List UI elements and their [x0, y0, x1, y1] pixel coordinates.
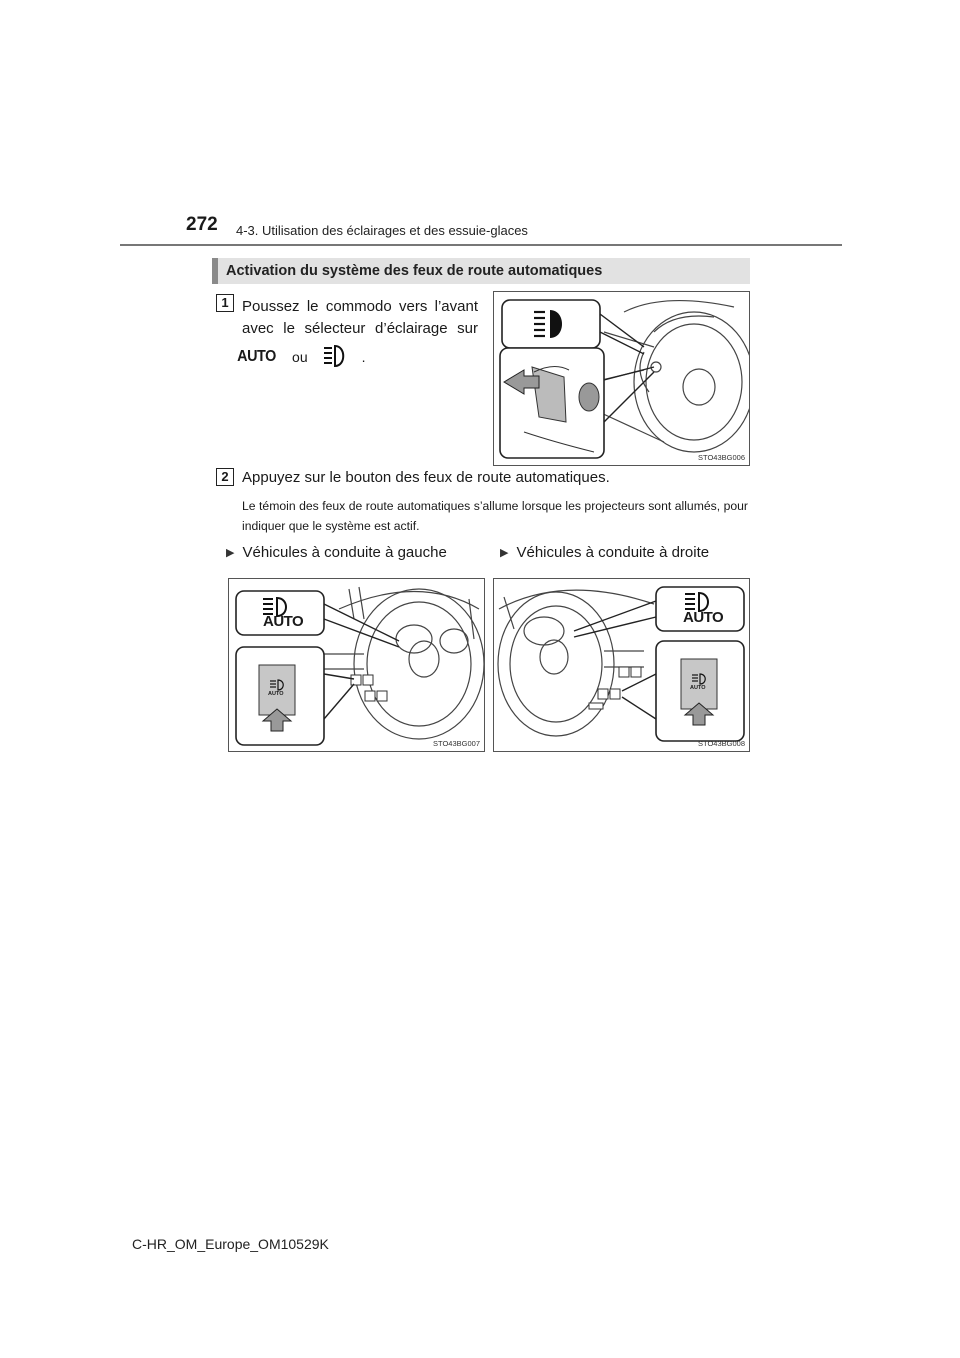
figure-code: STO43BG008: [698, 739, 745, 748]
word-or: ou: [292, 349, 308, 365]
step-1-icons: [235, 343, 366, 371]
document-id: C-HR_OM_Europe_OM10529K: [132, 1236, 329, 1252]
section-header-bar: [212, 258, 218, 284]
right-drive-figure: [493, 578, 750, 752]
right-hand-drive-label: [500, 544, 709, 561]
header-divider: [120, 244, 842, 246]
figure-code: STO43BG007: [433, 739, 480, 748]
auto-position-icon: AUTO: [237, 348, 276, 365]
left-hand-drive-text: Véhicules à conduite à gauche: [242, 544, 447, 561]
triangle-bullet-icon: ▶: [500, 547, 509, 559]
figure-code: STO43BG006: [698, 453, 745, 462]
callout-auto-label: AUTO: [683, 609, 724, 626]
step-1-text: Poussez le commodo vers l’avant avec le sélecteur d’éclairage sur: [242, 298, 478, 337]
callout-auto-label: AUTO: [263, 613, 304, 630]
lever-figure: [493, 291, 750, 466]
step-badge-1: 1: [216, 294, 234, 312]
step-badge-2: 2: [216, 468, 234, 486]
section-header: [212, 258, 750, 284]
left-drive-figure: [228, 578, 485, 752]
switch-auto-label: AUTO: [268, 691, 284, 697]
chapter-title: 4-3. Utilisation des éclairages et des essuie-glaces: [236, 223, 528, 238]
headlight-icon: [322, 343, 348, 372]
lever-illustration: [494, 292, 749, 465]
left-hand-drive-label: [226, 544, 447, 561]
period: .: [361, 349, 366, 365]
step-2-text: Appuyez sur le bouton des feux de route automatiques.: [242, 469, 610, 486]
right-hand-drive-text: Véhicules à conduite à droite: [516, 544, 710, 561]
switch-auto-label: AUTO: [690, 685, 706, 691]
triangle-bullet-icon: ▶: [226, 547, 235, 559]
left-dashboard-illustration: [229, 579, 484, 751]
page-number: 272: [186, 214, 218, 235]
step-2-note: Le témoin des feux de route automatiques s’allume lorsque les projecteurs sont allumés, pour indiquer que le système est actif.: [242, 499, 748, 533]
right-dashboard-illustration: [494, 579, 749, 751]
section-title: Activation du système des feux de route automatiques: [226, 263, 603, 279]
